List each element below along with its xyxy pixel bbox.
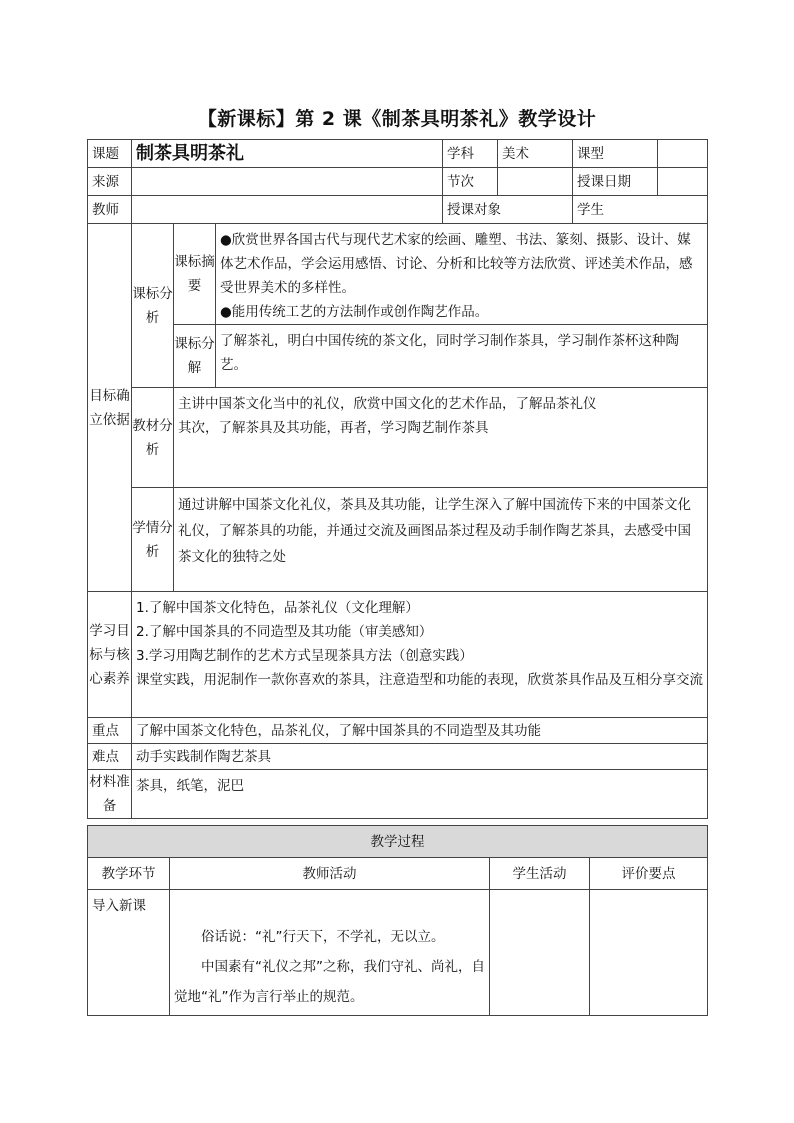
breakdown-label: 课标分解 bbox=[174, 325, 216, 388]
lesson-info-table bbox=[87, 139, 708, 819]
learner-analysis-label: 学情分析 bbox=[132, 488, 174, 592]
breakdown-text: 了解茶礼，明白中国传统的茶文化，同时学习制作茶具，学习制作茶杯这种陶艺。 bbox=[216, 325, 708, 388]
difficulty-text: 动手实践制作陶艺茶具 bbox=[132, 744, 708, 770]
page-title: 【新课标】第 2 课《制茶具明茶礼》教学设计 bbox=[197, 108, 597, 130]
column-header-evaluation: 评价要点 bbox=[590, 858, 708, 890]
column-header-teacher: 教师活动 bbox=[170, 858, 490, 890]
label-topic: 课题 bbox=[88, 140, 132, 168]
goal-item-1: 1.了解中国茶文化特色，品茶礼仪（文化理解） bbox=[136, 600, 419, 616]
difficulty-label: 难点 bbox=[88, 744, 132, 770]
material-line-1: 主讲中国茶文化当中的礼仪，欣赏中国文化的艺术作品，了解品茶礼仪 bbox=[178, 396, 597, 412]
label-date: 授课日期 bbox=[573, 168, 658, 196]
process-heading: 教学过程 bbox=[88, 826, 708, 858]
lesson-type-value bbox=[658, 140, 708, 168]
label-period: 节次 bbox=[443, 168, 498, 196]
summary-label: 课标摘要 bbox=[174, 224, 216, 325]
column-header-stage: 教学环节 bbox=[88, 858, 170, 890]
source-value bbox=[132, 168, 443, 196]
teacher-value bbox=[132, 196, 443, 224]
label-source: 来源 bbox=[88, 168, 132, 196]
subject-value: 美术 bbox=[498, 140, 573, 168]
goal-item-4: 课堂实践，用泥制作一款你喜欢的茶具，注意造型和功能的表现，欣赏茶具作品及互相分享交流 bbox=[136, 672, 703, 688]
materials-text: 茶具，纸笔，泥巴 bbox=[132, 770, 708, 819]
teacher-activity-para-2: 中国素有“礼仪之邦”之称，我们守礼、尚礼，自觉地“礼”作为言行举止的规范。 bbox=[174, 959, 485, 1005]
target-value: 学生 bbox=[573, 196, 708, 224]
date-value bbox=[658, 168, 708, 196]
student-activity-cell bbox=[490, 890, 590, 1016]
column-header-student: 学生活动 bbox=[490, 858, 590, 890]
learner-analysis-text: 通过讲解中国茶文化礼仪，茶具及其功能，让学生深入了解中国流传下来的中国茶文化礼仪，了解茶具的功能，并通过交流及画图品茶过程及动手制作陶艺茶具，去感受中国茶文化的独特之处 bbox=[174, 488, 708, 592]
goal-item-2: 2.了解中国茶具的不同造型及其功能（审美感知） bbox=[136, 624, 433, 640]
teacher-activity-para-1: 俗话说：“礼”行天下，不学礼，无以立。 bbox=[201, 929, 445, 945]
period-value bbox=[498, 168, 573, 196]
label-target: 授课对象 bbox=[443, 196, 573, 224]
key-text: 了解中国茶文化特色，品茶礼仪，了解中国茶具的不同造型及其功能 bbox=[132, 718, 708, 744]
evaluation-cell bbox=[590, 890, 708, 1016]
goals-label: 学习目标与核心素养 bbox=[88, 592, 132, 718]
stage-cell: 导入新课 bbox=[88, 890, 170, 1016]
goal-item-3: 3.学习用陶艺制作的艺术方式呈现茶具方法（创意实践） bbox=[136, 648, 473, 664]
material-line-2: 其次，了解茶具及其功能，再者，学习陶艺制作茶具 bbox=[178, 420, 489, 436]
material-analysis-label: 教材分析 bbox=[132, 388, 174, 488]
materials-label: 材料准备 bbox=[88, 770, 132, 819]
label-subject: 学科 bbox=[443, 140, 498, 168]
summary-line-2: ●能用传统工艺的方法制作或创作陶艺作品。 bbox=[220, 304, 489, 320]
key-label: 重点 bbox=[88, 718, 132, 744]
curriculum-label: 课标分析 bbox=[132, 224, 174, 388]
topic-value: 制茶具明茶礼 bbox=[132, 140, 443, 168]
teaching-process-table bbox=[87, 825, 708, 1016]
basis-label: 目标确立依据 bbox=[88, 224, 132, 592]
label-teacher: 教师 bbox=[88, 196, 132, 224]
label-lesson-type: 课型 bbox=[573, 140, 658, 168]
summary-line-1: ●欣赏世界各国古代与现代艺术家的绘画、雕塑、书法、篆刻、摄影、设计、媒体艺术作品，学会运用感悟、讨论、分析和比较等方法欣赏、评述美术作品，感受世界美术的多样性。 bbox=[220, 232, 693, 296]
